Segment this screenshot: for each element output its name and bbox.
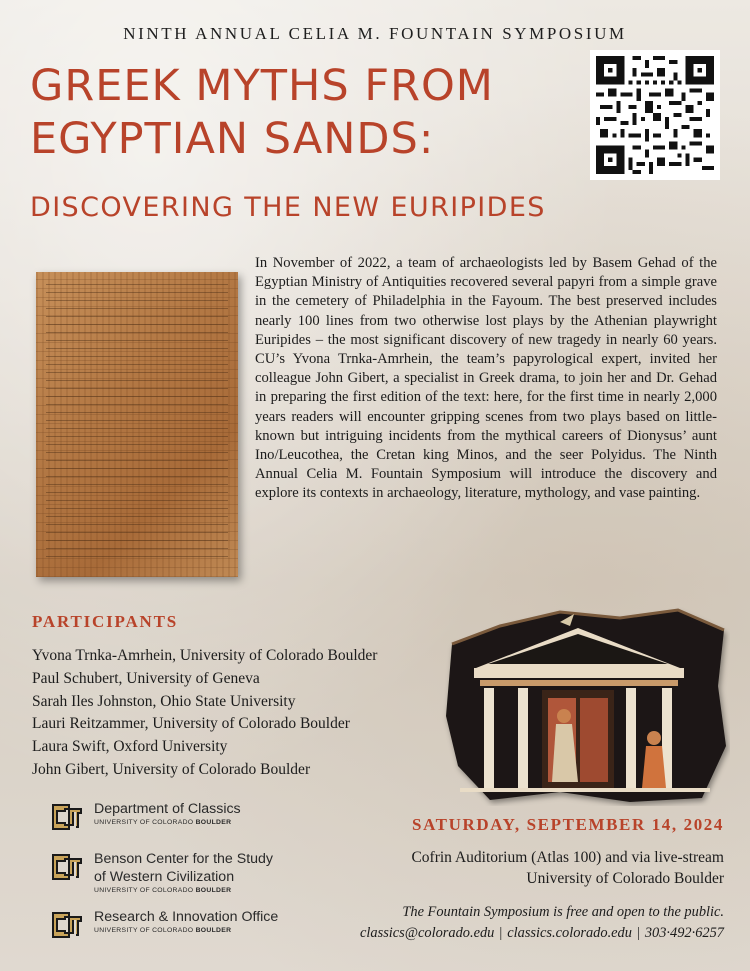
event-venue <box>411 847 724 889</box>
cu-logo-icon <box>50 852 84 882</box>
sponsor-name-line-2: of Western Civilization <box>94 869 235 885</box>
sponsor-name: Research & Innovation Office <box>94 909 279 925</box>
venue-line-1: Cofrin Auditorium (Atlas 100) and via live-stream <box>411 849 724 866</box>
vase-painting-graphic <box>440 606 730 806</box>
papyrus-fragment-image <box>36 272 238 577</box>
participant-item: Lauri Reitzammer, University of Colorado Boulder <box>32 715 350 733</box>
cu-logo-icon <box>50 802 84 832</box>
event-series-line: NINTH ANNUAL CELIA M. FOUNTAIN SYMPOSIUM <box>123 24 627 43</box>
page-subtitle: DISCOVERING THE NEW EURIPIDES <box>30 192 546 223</box>
participant-item: John Gibert, University of Colorado Boulder <box>32 760 311 778</box>
description-paragraph: In November of 2022, a team of archaeologists led by Basem Gehad of the Egyptian Ministry of Antiquities recovered several papyri from a simple grave in the cemetery of Philadelphia in the Fayoum. The best preserved includes nearly 100 lines from two otherwise lost plays by the Athenian playwright Euripides – the most significant discovery of new tragedy in nearly 60 years. CU’s Yvona Trnka-Amrhein, the team’s papyrological expert, invited her colleague John Gibert, a specialist in Greek drama, to join her and Dr. Gehad in preparing the first edition of the text: here, for the first time in nearly 2,000 years readers will encounter gripping scenes from two plays based on little-known but intriguing incidents from the mythical careers of Dionysus’ aunt Ino/Leucothea, the Cretan king Minos, and the seer Polyidus. The Ninth Annual Celia M. Fountain Symposium will introduce the discovery and explore its contexts in archaeology, literature, mythology, and vase painting. <box>255 255 717 502</box>
participant-item: Paul Schubert, University of Geneva <box>32 669 260 687</box>
sponsor-name: Department of Classics <box>94 801 241 817</box>
title-line-2: EGYPTIAN SANDS: <box>30 114 435 164</box>
sponsor-benson-center[interactable] <box>50 850 273 894</box>
participants-heading: PARTICIPANTS <box>32 612 178 631</box>
participants-list <box>32 645 452 782</box>
sponsor-department-of-classics[interactable] <box>50 800 241 832</box>
venue-line-2: University of Colorado Boulder <box>526 870 724 887</box>
title-line-1: GREEK MYTHS FROM <box>30 61 494 111</box>
page-title <box>30 60 590 166</box>
contact-phone[interactable]: 303·492·6257 <box>644 924 724 941</box>
contact-info <box>360 902 724 943</box>
participant-item: Laura Swift, Oxford University <box>32 738 228 756</box>
sponsor-university: UNIVERSITY OF COLORADO BOULDER <box>94 819 232 826</box>
free-admission-note: The Fountain Symposium is free and open to the public. <box>402 904 724 920</box>
qr-code-graphic <box>596 56 714 174</box>
sponsor-university: UNIVERSITY OF COLORADO BOULDER <box>94 887 232 894</box>
separator: | <box>499 924 503 941</box>
sponsor-university: UNIVERSITY OF COLORADO BOULDER <box>94 927 232 934</box>
sponsor-research-innovation-office[interactable] <box>50 908 278 940</box>
cu-logo-icon <box>50 910 84 940</box>
contact-website-link[interactable]: classics.colorado.edu <box>507 924 632 941</box>
participant-item: Sarah Iles Johnston, Ohio State University <box>32 692 296 710</box>
vase-painting-fragment-image <box>440 606 730 806</box>
separator: | <box>636 924 640 941</box>
contact-email-link[interactable]: classics@colorado.edu <box>360 924 495 941</box>
qr-code-icon[interactable] <box>590 50 720 180</box>
papyrus-text-lines <box>46 282 228 557</box>
event-date: SATURDAY, SEPTEMBER 14, 2024 <box>412 815 724 834</box>
participant-item: Yvona Trnka-Amrhein, University of Colorado Boulder <box>32 647 378 664</box>
sponsor-name-line-1: Benson Center for the Study <box>94 851 274 867</box>
